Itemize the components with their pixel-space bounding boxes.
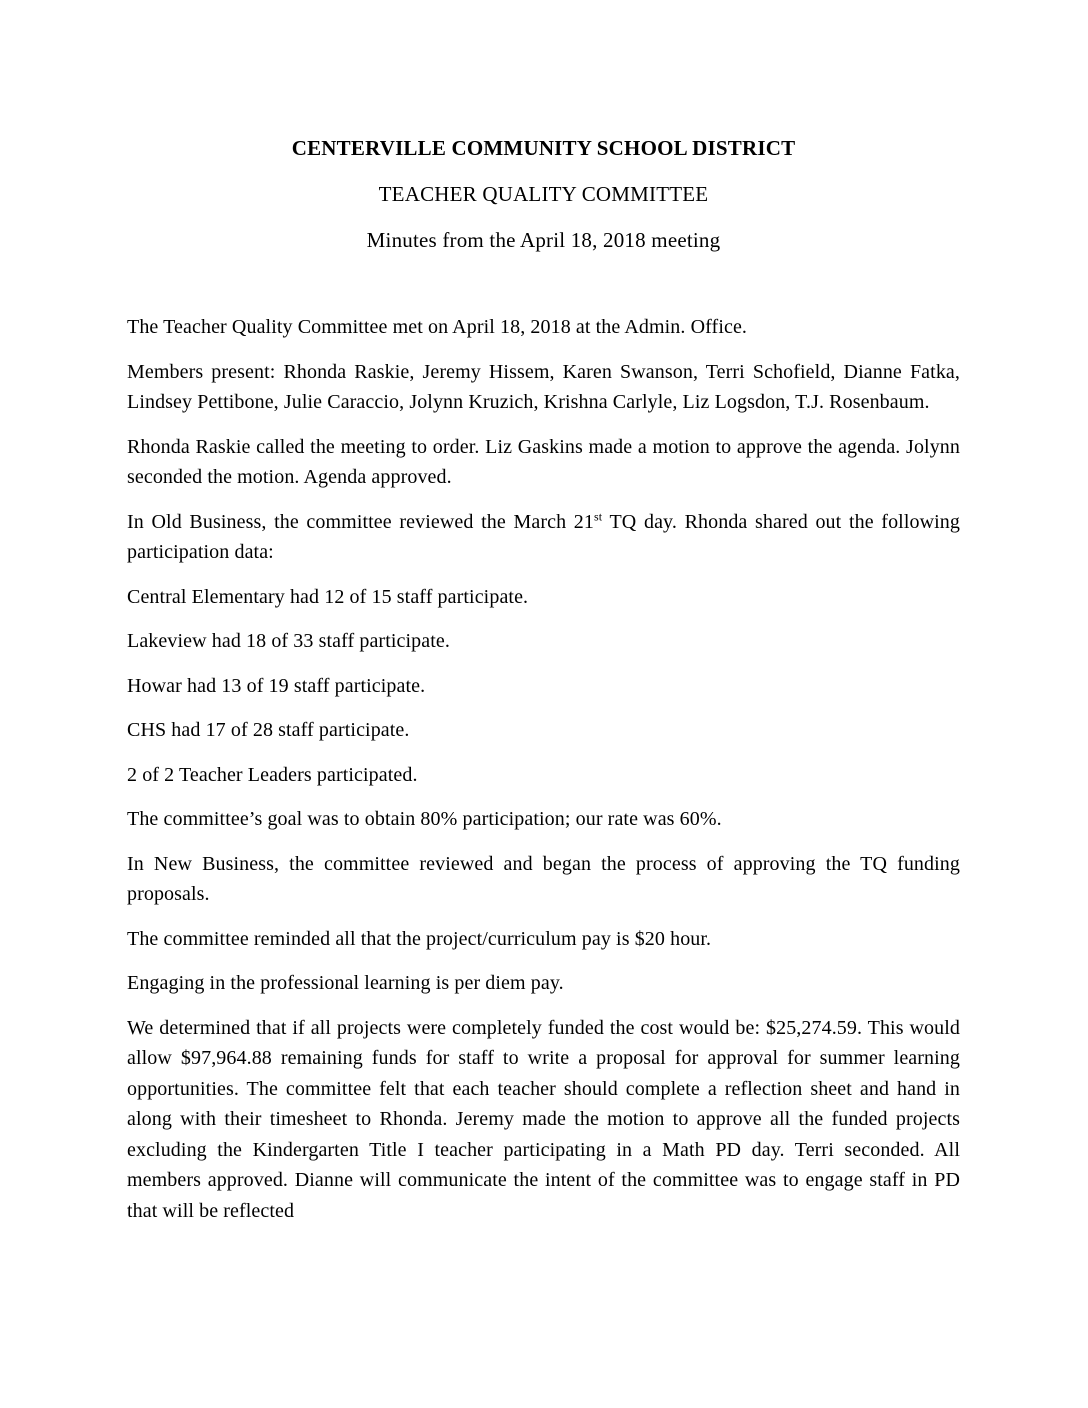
paragraph-participation-lakeview: Lakeview had 18 of 33 staff participate. [127, 630, 450, 652]
document-content [127, 133, 960, 1240]
paragraph-per-diem: Engaging in the professional learning is per diem pay. [127, 972, 564, 994]
old-business-text-start: In Old Business, the committee reviewed the March 21 [127, 510, 594, 533]
paragraph-participation-central: Central Elementary had 12 of 15 staff participate. [127, 585, 529, 608]
paragraph-new-business: In New Business, the committee reviewed and began the process of approving the TQ funding proposals. [127, 852, 960, 905]
paragraph-participation-leaders: 2 of 2 Teacher Leaders participated. [127, 763, 418, 786]
minutes-subtitle: Minutes from the April 18, 2018 meeting [366, 228, 721, 252]
paragraph-funding-decision: We determined that if all projects were completely funded the cost would be: $25,274.59. This would allow $97,964.88 remaining funds for staff to write a proposal for approval for summer learning opportunities. The committee felt that each teacher should complete a reflection sheet and hand in along with their timesheet to Rhonda. Jeremy made the motion to approve all the funded projects excluding the Kindergarten Title I teacher participating in a Math PD day. Terri seconded. All members approved. Dianne will communicate the intent of the committee was to engage staff in PD that will be reflected [127, 1016, 960, 1222]
ordinal-superscript: st [594, 508, 603, 523]
old-business-text-end: TQ day. Rhonda shared out the following participation data: [127, 510, 960, 563]
paragraph-pay-rate: The committee reminded all that the project/curriculum pay is $20 hour. [127, 927, 712, 950]
paragraph-intro: The Teacher Quality Committee met on April 18, 2018 at the Admin. Office. [127, 316, 748, 338]
paragraph-members-present: Members present: Rhonda Raskie, Jeremy Hissem, Karen Swanson, Terri Schofield, Dianne Fatka, Lindsey Pettibone, Julie Caraccio, Jolynn Kruzich, Krishna Carlyle, Liz Logsdon, T.J. Rosenbaum. [127, 360, 960, 413]
district-title: CENTERVILLE COMMUNITY SCHOOL DISTRICT [291, 136, 796, 160]
paragraph-goal: The committee’s goal was to obtain 80% participation; our rate was 60%. [127, 808, 722, 830]
paragraph-participation-howar: Howar had 13 of 19 staff participate. [127, 674, 426, 697]
paragraph-old-business [127, 507, 960, 568]
paragraph-call-to-order: Rhonda Raskie called the meeting to order. Liz Gaskins made a motion to approve the agenda. Jolynn seconded the motion. Agenda approved. [127, 435, 960, 488]
committee-title: TEACHER QUALITY COMMITTEE [378, 182, 709, 206]
paragraph-participation-chs: CHS had 17 of 28 staff participate. [127, 719, 410, 741]
